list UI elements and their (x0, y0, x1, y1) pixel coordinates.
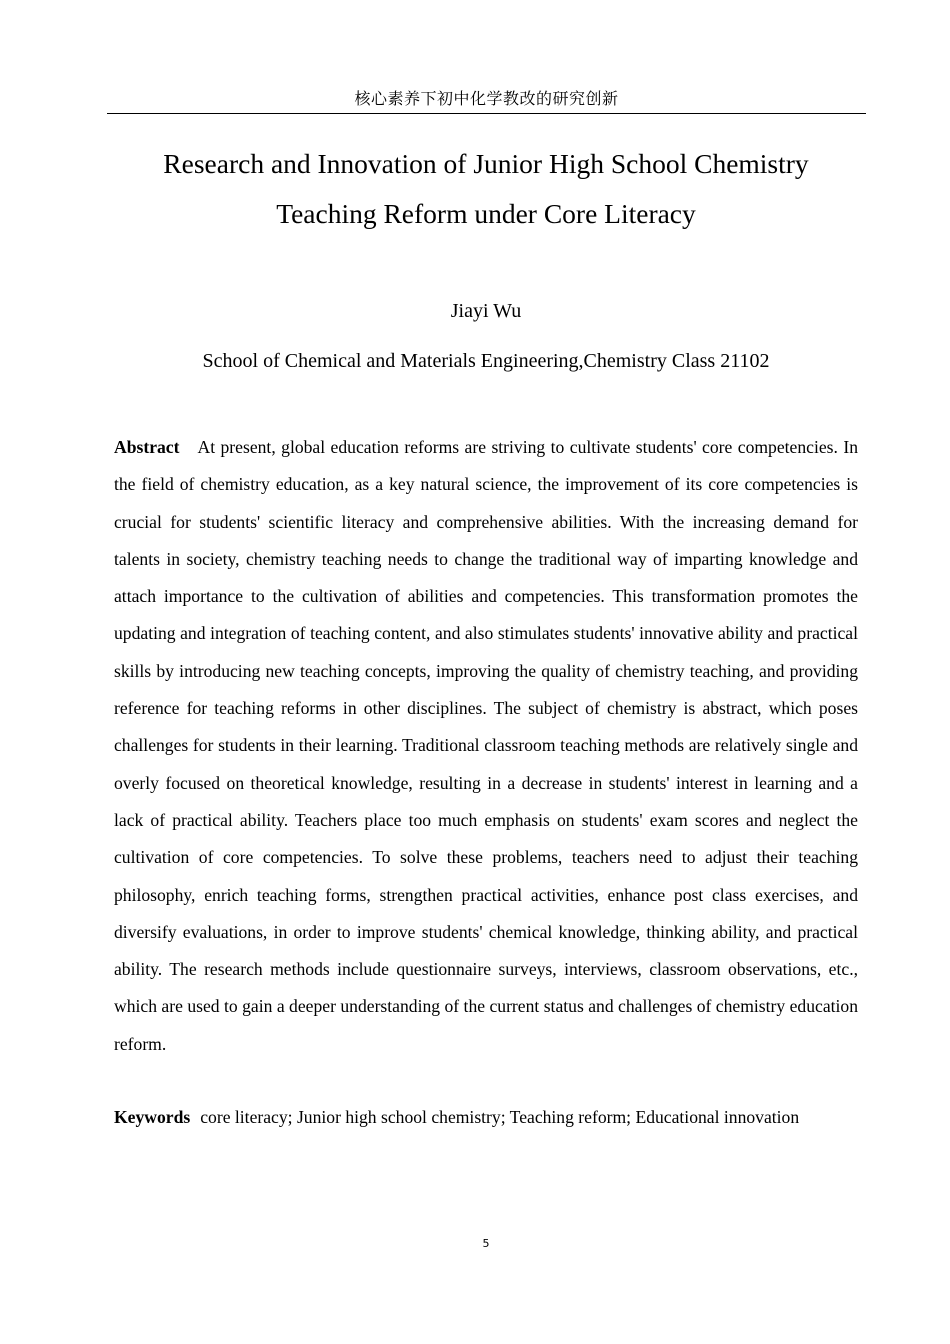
paper-title-line-1: Research and Innovation of Junior High School Chemistry (163, 148, 809, 179)
page-number: 5 (482, 1237, 490, 1250)
abstract-label: Abstract (114, 437, 180, 457)
keywords (114, 1101, 874, 1133)
running-header-title: 核心素养下初中化学教改的研究创新 (354, 89, 619, 108)
abstract (114, 429, 858, 1063)
keywords-text: core literacy; Junior high school chemistry; Teaching reform; Educational innovation (200, 1107, 800, 1127)
paper-title-line-2: Teaching Reform under Core Literacy (276, 198, 696, 229)
author-affiliation: School of Chemical and Materials Engineering,Chemistry Class 21102 (202, 350, 770, 372)
abstract-text: At present, global education reforms are striving to cultivate students' core competencies. In the field of chemistry education, as a key natural science, the improvement of its core competencies is crucial for students' scientific literacy and comprehensive abilities. With the increasing demand for talents in society, chemistry teaching needs to change the traditional way of imparting knowledge and attach importance to the cultivation of abilities and competencies. This transformation promotes the updating and integration of teaching content, and also stimulates students' innovative ability and practical skills by introducing new teaching concepts, improving the quality of chemistry teaching, and providing reference for teaching reforms in other disciplines. The subject of chemistry is abstract, which poses challenges for students in their learning. Traditional classroom teaching methods are relatively single and overly focused on theoretical knowledge, resulting in a decrease in students' interest in learning and a lack of practical ability. Teachers place too much emphasis on students' exam scores and neglect the cultivation of core competencies. To solve these problems, teachers need to adjust their teaching philosophy, enrich teaching forms, strengthen practical activities, enhance post class exercises, and diversify evaluations, in order to improve students' chemical knowledge, thinking ability, and practical ability. The research methods include questionnaire surveys, interviews, classroom observations, etc., which are used to gain a deeper understanding of the current status and challenges of chemistry education reform. (114, 437, 858, 1054)
running-header (107, 88, 866, 114)
author-name: Jiayi Wu (450, 300, 522, 322)
paper-title (60, 139, 912, 239)
keywords-label: Keywords (114, 1107, 191, 1127)
